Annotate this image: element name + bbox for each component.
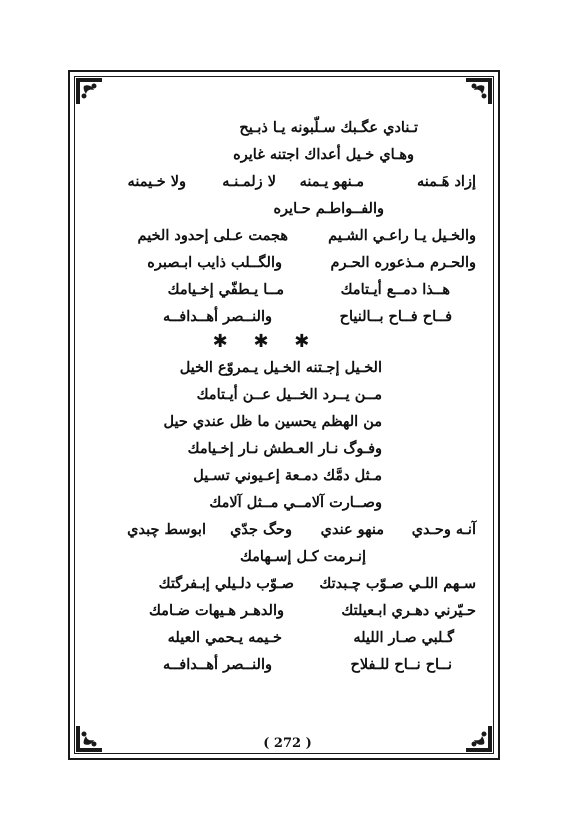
verse-segment: آنـه وحـدي (411, 521, 476, 538)
verse-hemistich-right: والخـيل يـا راعـي الشـيم (328, 227, 476, 244)
verse-segment: لا زلمـنـه (222, 173, 276, 190)
verse-text: إنـرمت كـل إسـهامك (239, 548, 366, 565)
verse-hemistich-left: هجمت عـلى إحدود الخيم (137, 227, 288, 244)
poem-line (96, 114, 476, 141)
poem-line (96, 597, 476, 624)
page-number: ( 272 ) (263, 736, 312, 751)
poem-line (96, 168, 476, 195)
verse-hemistich-left: مــا يـطفّي إخـيامك (167, 281, 284, 298)
verse-text: من الهظم يحسين ما ظل عندي حيل (163, 413, 382, 430)
poem-line (96, 276, 476, 303)
poem-line (96, 543, 476, 570)
poem-line (96, 489, 476, 516)
verse-text: مـثل دمَّك دمـعة إعـيوني تسـيل (193, 467, 382, 484)
verse-segment: منهو عندي (320, 521, 384, 538)
verse-segment: مـنهو يـمنه (299, 173, 364, 190)
ornamental-corner-icon (464, 76, 494, 106)
verse-text: والفــواطـم حـايره (273, 200, 384, 217)
verse-hemistich-right: نــاح نــاح للـفلاح (350, 656, 452, 673)
poem-line (96, 354, 476, 381)
poem-line (96, 435, 476, 462)
verse-hemistich-left: خـيمه يـحمي العيله (167, 629, 282, 646)
section-divider-stars: ✱ ✱ ✱ (212, 331, 320, 352)
verse-segment: إزاد هَـمنه (417, 173, 476, 190)
verse-hemistich-left: صـوّب دلـيلي إبـفرگتك (158, 575, 294, 592)
poem-line (96, 408, 476, 435)
poem-line (96, 195, 476, 222)
verse-segment: ابوسط چبدي (127, 521, 206, 538)
verse-text: تـنادي عگـبك سـلّبونه يـا ذبـيح (239, 119, 418, 136)
poem-body (96, 114, 476, 678)
poem-line (96, 381, 476, 408)
verse-hemistich-right: هــذا دمــع أيـتامك (340, 281, 450, 298)
verse-hemistich-left: والدهـر هـيهات ضـامك (148, 602, 284, 619)
verse-hemistich-right: حـيّرني دهـري ابـعيلتك (341, 602, 476, 619)
verse-hemistich-right: گـلبي صـار الليله (353, 629, 454, 646)
poem-line (96, 141, 476, 168)
verse-hemistich-left: والنــصر أهــدافــه (163, 656, 272, 673)
verse-segment: وحگ جدّي (230, 521, 292, 538)
poem-line (96, 516, 476, 543)
poem-line (96, 222, 476, 249)
poem-line (96, 462, 476, 489)
verse-text: وصــارت آلامــي مــثل آلامك (209, 494, 382, 511)
verse-hemistich-right: فــاح فــاح بــالنياح (339, 308, 452, 325)
verse-text: وهـاي خـيل أعداك اجتنه غايره (233, 146, 414, 163)
verse-text: مــن يــرد الخــيل عــن أيـتامك (196, 386, 382, 403)
poem-line (96, 651, 476, 678)
ornamental-corner-icon (74, 76, 104, 106)
verse-hemistich-right: والحـرم مـذعوره الحـرم (330, 254, 476, 271)
verse-segment: ولا خـيمنه (127, 173, 186, 190)
poem-line (96, 249, 476, 276)
verse-hemistich-right: سـهم اللـي صـوّب چـبدتك (319, 575, 476, 592)
poem-line (96, 570, 476, 597)
poem-line (96, 624, 476, 651)
verse-hemistich-left: والگــلب ذايب ابـصبره (147, 254, 282, 271)
poem-line (96, 303, 476, 330)
verse-hemistich-left: والنــصر أهــدافــه (163, 308, 272, 325)
verse-text: الخـيل إجـتنه الخـيل يـمروّع الخيل (179, 359, 382, 376)
verse-text: وفـوگ نـار العـطش نـار إخـيامك (187, 440, 382, 457)
